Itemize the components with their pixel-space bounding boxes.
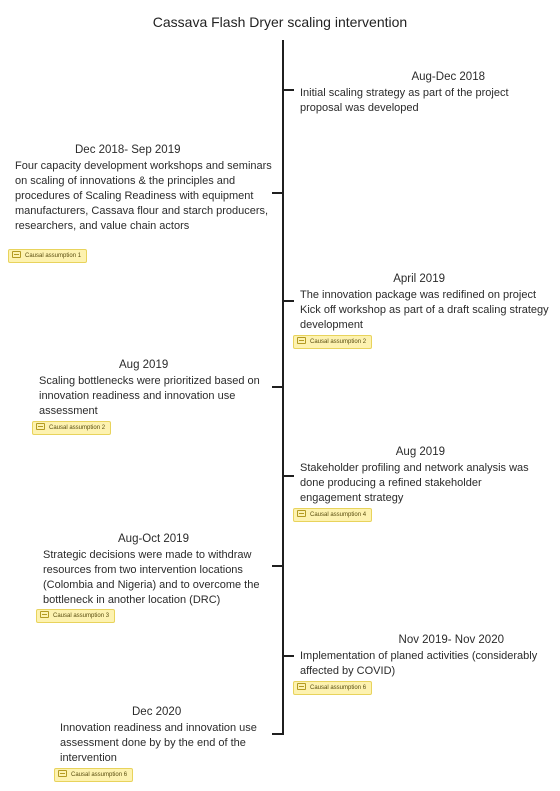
timeline-tick: [272, 733, 284, 735]
timeline-tick: [282, 475, 294, 477]
event-description: Scaling bottlenecks were prioritized based on innovation readiness and innovation use assessment: [39, 375, 260, 417]
event-description: Stakeholder profiling and network analysis was done producing a refined stakeholder engagement strategy: [300, 462, 529, 504]
timeline-event: [300, 272, 550, 333]
diagram-title: Cassava Flash Dryer scaling intervention: [152, 14, 408, 30]
note-icon: [297, 510, 306, 517]
causal-assumption-badge[interactable]: [36, 609, 115, 623]
timeline-event: [60, 705, 265, 766]
event-description: The innovation package was redifined on project Kick off workshop as part of a draft scaling strategy development: [300, 289, 549, 331]
timeline-event: [300, 445, 540, 506]
causal-assumption-badge[interactable]: [32, 421, 111, 435]
causal-assumption-badge[interactable]: [293, 508, 372, 522]
timeline-event: [39, 358, 269, 419]
note-icon: [40, 611, 49, 618]
causal-assumption-badge[interactable]: [8, 249, 87, 263]
timeline-event: [15, 143, 277, 234]
badge-label: Causal assumption 1: [25, 253, 82, 259]
note-icon: [58, 770, 67, 777]
event-date: Aug-Dec 2018: [411, 71, 485, 83]
event-description: Strategic decisions were made to withdraw resources from two intervention locations (Colombia and Nigeria) and to overcome the bottleneck in another location (DRC): [43, 549, 260, 606]
badge-label: Causal assumption 3: [53, 613, 110, 619]
event-description: Four capacity development workshops and seminars on scaling of innovations & the principles and procedures of Scaling Readiness with equipment manufacturers, Cassava flour and starch producers, researchers, and value chain actors: [15, 160, 272, 232]
timeline-tick: [272, 386, 284, 388]
timeline-event: [300, 633, 546, 679]
event-date: Aug 2019: [119, 359, 169, 371]
note-icon: [12, 251, 21, 258]
event-date: Aug-Oct 2019: [118, 533, 189, 545]
badge-label: Causal assumption 2: [310, 339, 367, 345]
causal-assumption-badge[interactable]: [54, 768, 133, 782]
badge-label: Causal assumption 2: [49, 425, 106, 431]
causal-assumption-badge[interactable]: [293, 335, 372, 349]
note-icon: [297, 337, 306, 344]
timeline-tick: [282, 655, 294, 657]
causal-assumption-badge[interactable]: [293, 681, 372, 695]
event-date: Dec 2020: [132, 706, 182, 718]
event-description: Innovation readiness and innovation use assessment done by by the end of the intervention: [60, 722, 257, 764]
event-description: Initial scaling strategy as part of the project proposal was developed: [300, 87, 509, 114]
event-date: Dec 2018- Sep 2019: [75, 144, 181, 156]
event-description: Implementation of planed activities (considerably affected by COVID): [300, 650, 538, 677]
timeline-event: [300, 70, 540, 116]
badge-label: Causal assumption 6: [310, 685, 367, 691]
badge-label: Causal assumption 4: [310, 512, 367, 518]
note-icon: [36, 423, 45, 430]
event-date: Aug 2019: [395, 446, 445, 458]
event-date: Nov 2019- Nov 2020: [398, 634, 504, 646]
timeline-tick: [282, 300, 294, 302]
timeline-tick: [282, 89, 294, 91]
event-date: April 2019: [393, 273, 445, 285]
note-icon: [297, 683, 306, 690]
badge-label: Causal assumption 6: [71, 772, 128, 778]
timeline-event: [43, 532, 275, 608]
